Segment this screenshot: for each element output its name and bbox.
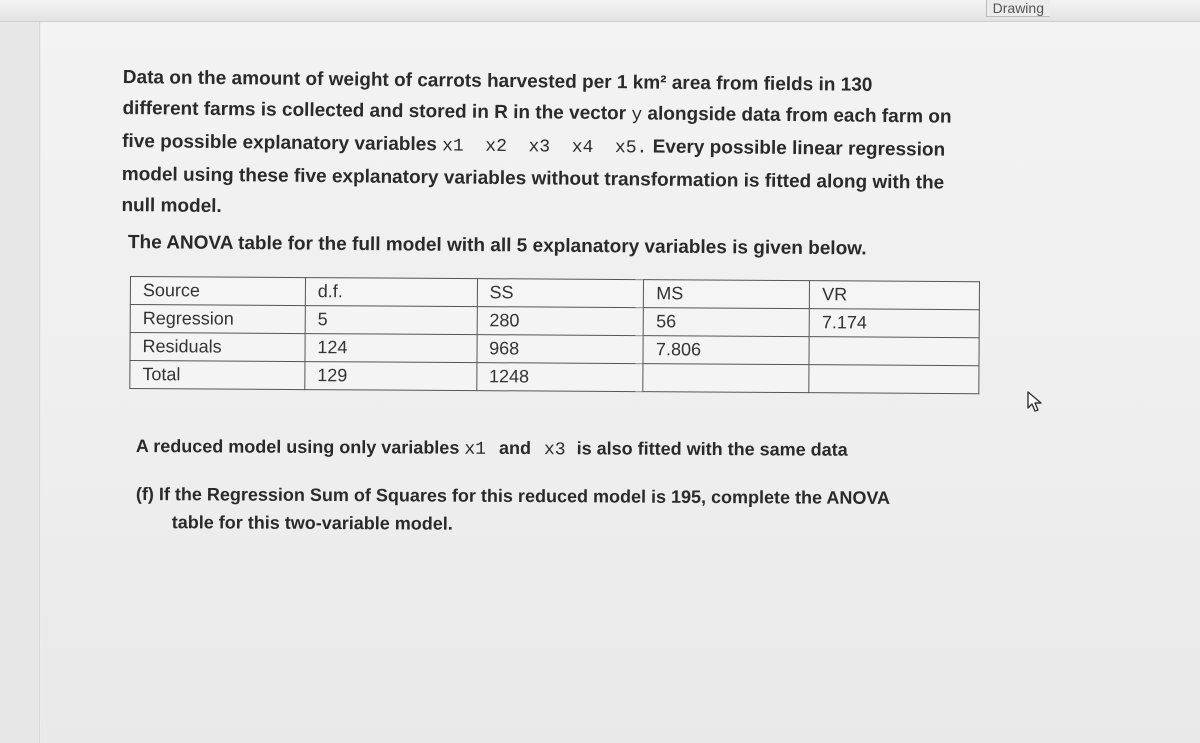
- table-cell: 280: [477, 307, 644, 336]
- header-cell: VR: [810, 281, 980, 310]
- para-text: five possible explanatory variables: [122, 130, 437, 156]
- question-f: [136, 480, 890, 540]
- para-line-1: Data on the amount of weight of carrots harvested per 1 km² area from fields in 130: [122, 66, 873, 96]
- mouse-pointer-icon: [1026, 390, 1044, 412]
- table-cell: Regression: [130, 305, 305, 334]
- table-cell: [809, 337, 979, 366]
- para-line-5: null model.: [121, 194, 222, 218]
- ribbon-bar: [0, 0, 1200, 22]
- table-cell: 124: [305, 334, 477, 363]
- table-intro: The ANOVA table for the full model with all 5 explanatory variables is given below.: [127, 232, 867, 260]
- variable-x3: x3: [543, 440, 566, 461]
- table-cell: Total: [130, 361, 305, 390]
- left-margin: [0, 22, 40, 743]
- para-text: alongside data from each farm on: [647, 103, 952, 128]
- table-cell: [643, 364, 809, 393]
- reduced-model-text: [136, 436, 848, 462]
- question-line-1: (f) If the Regression Sum of Squares for this reduced model is 195, complete the ANOVA: [135, 483, 891, 508]
- table-cell: 1248: [476, 363, 643, 392]
- table-cell: 5: [305, 306, 477, 335]
- table-cell: 7.174: [809, 309, 979, 338]
- table-cell: 968: [477, 335, 644, 364]
- table-cell: [809, 365, 979, 394]
- reduced-text: A reduced model using only variables: [135, 436, 460, 458]
- para-text: different farms is collected and stored in R in the vector: [122, 97, 627, 125]
- reduced-text: is also fitted with the same data: [576, 438, 848, 460]
- table-cell: 129: [305, 362, 477, 391]
- header-cell: SS: [477, 279, 644, 308]
- reduced-text: and: [498, 437, 532, 459]
- question-line-2: table for this two-variable model.: [171, 512, 453, 534]
- table-cell: Residuals: [130, 333, 305, 362]
- para-line-4: model using these five explanatory variables without transformation is fitted along with the: [121, 163, 945, 194]
- variable-y: y: [631, 105, 643, 126]
- problem-paragraph: [121, 62, 1003, 230]
- table-cell: 7.806: [643, 336, 809, 365]
- table-cell: 56: [644, 308, 810, 337]
- header-cell: Source: [130, 277, 305, 306]
- anova-table: [129, 276, 980, 394]
- header-cell: MS: [644, 280, 810, 309]
- header-cell: d.f.: [305, 278, 477, 307]
- table-row: [130, 361, 979, 394]
- variables-list: x1 x2 x3 x4 x5.: [442, 136, 648, 159]
- drawing-tab[interactable]: Drawing: [986, 0, 1050, 17]
- variable-x1: x1: [464, 439, 487, 460]
- para-text: Every possible linear regression: [652, 136, 946, 161]
